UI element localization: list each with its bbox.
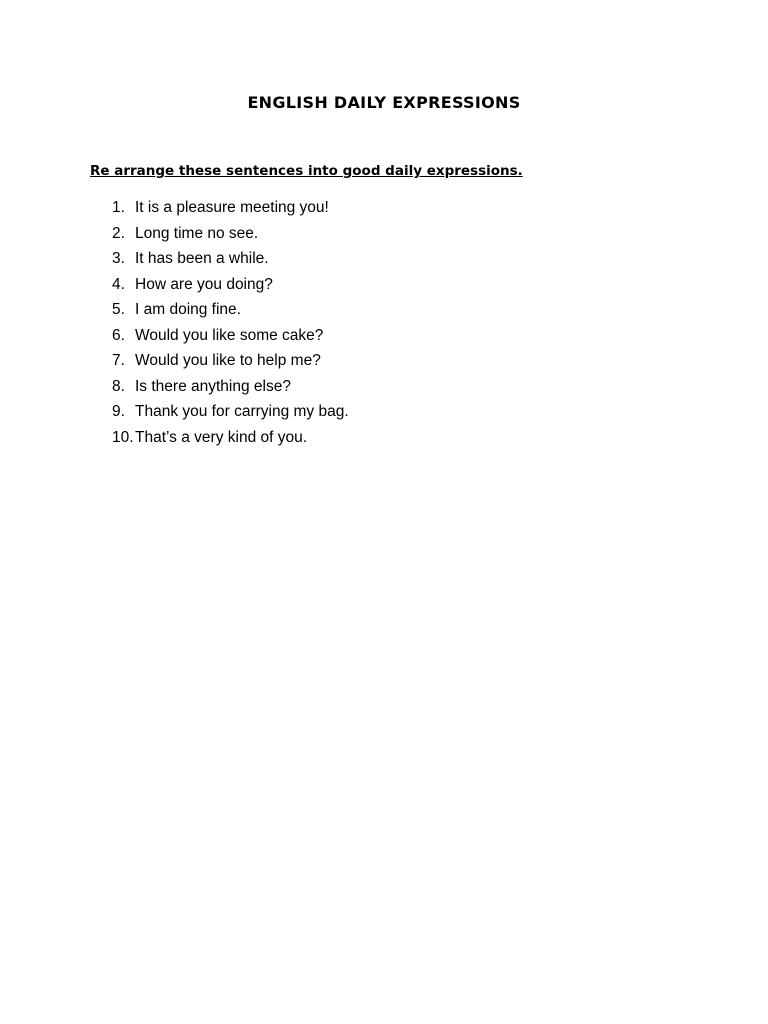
instruction-text: Re arrange these sentences into good daily expressions. bbox=[90, 163, 523, 179]
list-item-number: 4. bbox=[112, 275, 125, 293]
list-item bbox=[112, 195, 349, 221]
list-item-number: 1. bbox=[112, 199, 125, 216]
list-item-number: 3. bbox=[112, 250, 125, 267]
list-item-text: Is there anything else? bbox=[135, 377, 291, 395]
list-item-number: 10. bbox=[112, 428, 134, 446]
list-item-text: That’s a very kind of you. bbox=[135, 428, 308, 446]
list-item bbox=[112, 221, 349, 247]
list-item-number: 9. bbox=[112, 403, 125, 420]
list-item bbox=[112, 374, 349, 400]
list-item-text: It is a pleasure meeting you! bbox=[135, 199, 329, 216]
list-item-text: I am doing fine. bbox=[135, 301, 241, 318]
list-item-number: 5. bbox=[112, 301, 125, 318]
expression-list bbox=[112, 195, 349, 450]
list-item-text: Would you like some cake? bbox=[135, 326, 324, 344]
list-item bbox=[112, 399, 349, 425]
list-item bbox=[112, 425, 349, 451]
list-item bbox=[112, 348, 349, 374]
list-item-text: Long time no see. bbox=[135, 224, 259, 242]
list-item bbox=[112, 272, 349, 298]
list-item bbox=[112, 323, 349, 349]
page-title: ENGLISH DAILY EXPRESSIONS bbox=[247, 93, 521, 112]
list-item-number: 2. bbox=[112, 224, 125, 242]
list-item-text: How are you doing? bbox=[135, 275, 273, 293]
list-item-number: 8. bbox=[112, 377, 125, 395]
list-item-number: 7. bbox=[112, 352, 125, 369]
list-item bbox=[112, 297, 349, 323]
list-item bbox=[112, 246, 349, 272]
list-item-text: Would you like to help me? bbox=[135, 352, 321, 369]
list-item-number: 6. bbox=[112, 326, 125, 344]
list-item-text: Thank you for carrying my bag. bbox=[135, 403, 349, 420]
list-item-text: It has been a while. bbox=[135, 250, 269, 267]
